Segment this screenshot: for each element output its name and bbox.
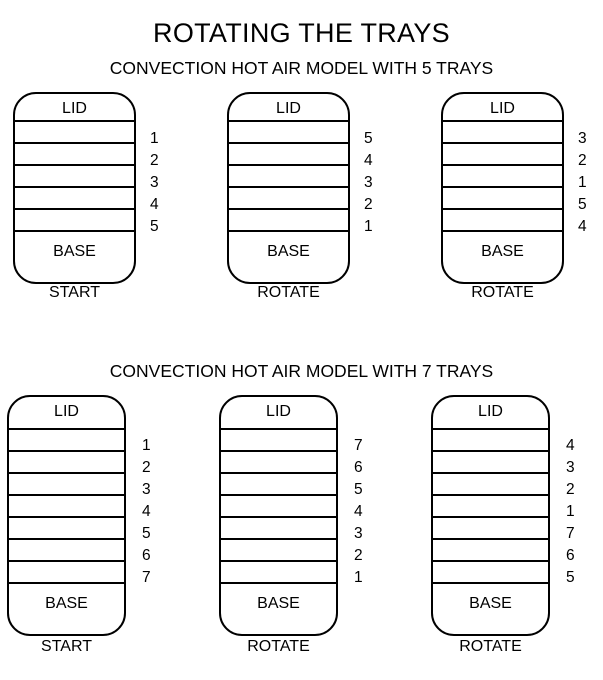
base-label: BASE	[257, 595, 300, 612]
tray-number: 2	[364, 196, 373, 213]
tray-number: 3	[566, 459, 575, 476]
tray-number: 5	[364, 130, 373, 147]
lid-label: LID	[54, 403, 79, 420]
tray-number: 6	[566, 547, 575, 564]
tray-number: 7	[142, 569, 151, 586]
base-label: BASE	[469, 595, 512, 612]
tray-number: 2	[578, 152, 587, 169]
unit-caption: START	[49, 284, 100, 301]
tray-number: 4	[364, 152, 373, 169]
tray-number: 3	[578, 130, 587, 147]
tray-number: 5	[566, 569, 575, 586]
page-title: ROTATING THE TRAYS	[153, 18, 450, 48]
tray-number: 5	[354, 481, 363, 498]
tray-number: 1	[578, 174, 587, 191]
tray-number: 5	[142, 525, 151, 542]
dehydrator-unit	[14, 93, 159, 301]
tray-number: 1	[354, 569, 363, 586]
tray-number: 4	[566, 437, 575, 454]
unit-caption: START	[41, 638, 92, 655]
base-label: BASE	[45, 595, 88, 612]
base-label: BASE	[53, 243, 96, 260]
tray-number: 6	[354, 459, 363, 476]
unit-caption: ROTATE	[257, 284, 320, 301]
lid-label: LID	[276, 100, 301, 117]
dehydrator-unit	[442, 93, 587, 301]
lid-label: LID	[62, 100, 87, 117]
tray-number: 5	[150, 218, 159, 235]
lid-label: LID	[266, 403, 291, 420]
lid-label: LID	[478, 403, 503, 420]
tray-number: 3	[142, 481, 151, 498]
base-label: BASE	[267, 243, 310, 260]
tray-number: 1	[566, 503, 575, 520]
dehydrator-unit	[432, 396, 575, 655]
tray-number: 6	[142, 547, 151, 564]
tray-number: 3	[150, 174, 159, 191]
tray-number: 2	[142, 459, 151, 476]
tray-number: 5	[578, 196, 587, 213]
tray-number: 4	[578, 218, 587, 235]
dehydrator-unit	[220, 396, 363, 655]
tray-number: 7	[566, 525, 575, 542]
dehydrator-unit	[228, 93, 373, 301]
tray-number: 4	[150, 196, 159, 213]
section-heading-5-trays: CONVECTION HOT AIR MODEL WITH 5 TRAYS	[109, 58, 494, 78]
tray-number: 2	[354, 547, 363, 564]
lid-label: LID	[490, 100, 515, 117]
tray-number: 2	[150, 152, 159, 169]
tray-number: 3	[364, 174, 373, 191]
unit-caption: ROTATE	[247, 638, 310, 655]
tray-number: 7	[354, 437, 363, 454]
unit-caption: ROTATE	[459, 638, 522, 655]
section-heading-7-trays: CONVECTION HOT AIR MODEL WITH 7 TRAYS	[109, 361, 494, 381]
base-label: BASE	[481, 243, 524, 260]
tray-number: 4	[142, 503, 151, 520]
tray-number: 1	[364, 218, 373, 235]
unit-caption: ROTATE	[471, 284, 534, 301]
tray-number: 2	[566, 481, 575, 498]
tray-number: 1	[142, 437, 151, 454]
tray-number: 4	[354, 503, 363, 520]
tray-number: 3	[354, 525, 363, 542]
tray-number: 1	[150, 130, 159, 147]
dehydrator-unit	[8, 396, 151, 655]
